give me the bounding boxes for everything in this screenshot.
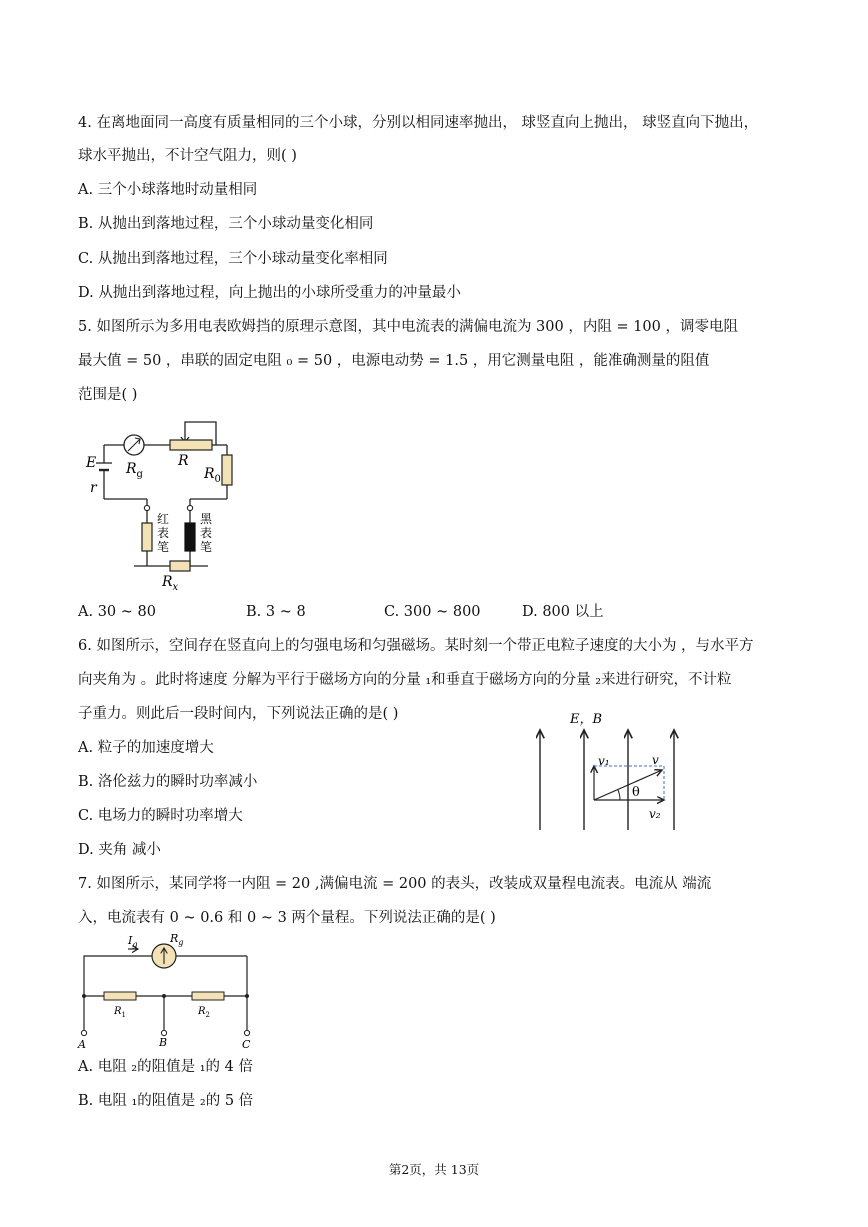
q5-stem-line2: 最大值 = 50 ，串联的固定电阻 ₀ = 50 ，电源电动势 = 1.5 ，用它测量电阻 ，能准确测量的阻值 [78, 353, 710, 369]
ohmmeter-circuit-diagram [80, 415, 250, 595]
q5-stem-line3: 范围是( ) [78, 387, 138, 403]
red-pen-label: 红表笔 [157, 512, 170, 554]
q6-option-b: B. 洛伦兹力的瞬时功率减小 [78, 774, 258, 790]
v1-label: v₁ [598, 754, 610, 768]
rheostat-label: R [178, 453, 189, 469]
black-pen-label: 黑表笔 [200, 512, 213, 554]
q7-option-b: B. 电阻 ₁的阻值是 ₂的 5 倍 [78, 1093, 254, 1109]
q6-option-d: D. 夹角 减小 [78, 842, 161, 858]
q5-option-a: A. 30 ~ 80 [78, 604, 156, 620]
q4-stem-line2: 球水平抛出，不计空气阻力，则( ) [78, 148, 297, 164]
rx-label: $R_x$ [162, 574, 179, 593]
r0-label: $R_0$ [204, 466, 221, 485]
r2-label: $R_2$ [198, 1006, 210, 1019]
field-eb-label: E，B [570, 712, 603, 727]
q7-option-a: A. 电阻 ₂的阻值是 ₁的 4 倍 [78, 1059, 253, 1075]
q6-stem-line3: 子重力。则此后一段时间内，下列说法正确的是( ) [78, 706, 399, 722]
q7-stem-line2: 入，电流表有 0 ~ 0.6 和 0 ~ 3 两个量程。下列说法正确的是( ) [78, 910, 496, 926]
galvanometer-label: $R_g$ [126, 461, 143, 480]
ig-label: $I_g$ [128, 934, 138, 949]
q5-option-d: D. 800 以上 [522, 604, 604, 620]
v2-label: v₂ [649, 807, 661, 821]
battery-r-label: r [90, 480, 97, 496]
terminal-b-label: B [159, 1036, 168, 1049]
q6-option-a: A. 粒子的加速度增大 [78, 740, 214, 756]
theta-label: θ [632, 785, 640, 800]
r1-label: $R_1$ [114, 1006, 126, 1019]
q6-option-c: C. 电场力的瞬时功率增大 [78, 808, 243, 824]
q5-stem-line1: 5. 如图所示为多用电表欧姆挡的原理示意图，其中电流表的满偏电流为 300 ，内阻 = 100 ，调零电阻 [78, 319, 738, 335]
rg-label: $R_g$ [170, 932, 184, 947]
q6-stem-line2: 向夹角为 。此时将速度 分解为平行于磁场方向的分量 ₁和垂直于磁场方向的分量 ₂来进行研究，不计粒 [78, 672, 732, 688]
q4-stem-line1: 4. 在离地面同一高度有质量相同的三个小球，分别以相同速率抛出， 球竖直向上抛出， 球竖直向下抛出， [78, 115, 759, 131]
battery-emf-label: E [86, 455, 97, 471]
q4-option-a: A. 三个小球落地时动量相同 [78, 182, 258, 198]
terminal-a-label: A [78, 1038, 86, 1050]
q5-option-b: B. 3 ~ 8 [246, 604, 306, 620]
q4-option-c: C. 从抛出到落地过程，三个小球动量变化率相同 [78, 251, 388, 267]
q6-stem-line1: 6. 如图所示，空间存在竖直向上的匀强电场和匀强磁场。某时刻一个带正电粒子速度的大小为 ，与水平方 [78, 638, 754, 654]
q7-stem-line1: 7. 如图所示，某同学将一内阻 = 20 ,满偏电流 = 200 的表头，改装成双量程电流表。电流从 端流 [78, 876, 712, 892]
ammeter-circuit-diagram [74, 930, 264, 1050]
v-label: v [652, 753, 659, 767]
terminal-c-label: C [242, 1038, 251, 1050]
q4-option-b: B. 从抛出到落地过程，三个小球动量变化相同 [78, 216, 374, 232]
q4-option-d: D. 从抛出到落地过程，向上抛出的小球所受重力的冲量最小 [78, 285, 461, 301]
q5-option-c: C. 300 ~ 800 [384, 604, 481, 620]
page-footer: 第2页，共 13页 [388, 1162, 480, 1177]
field-velocity-diagram [528, 708, 698, 834]
